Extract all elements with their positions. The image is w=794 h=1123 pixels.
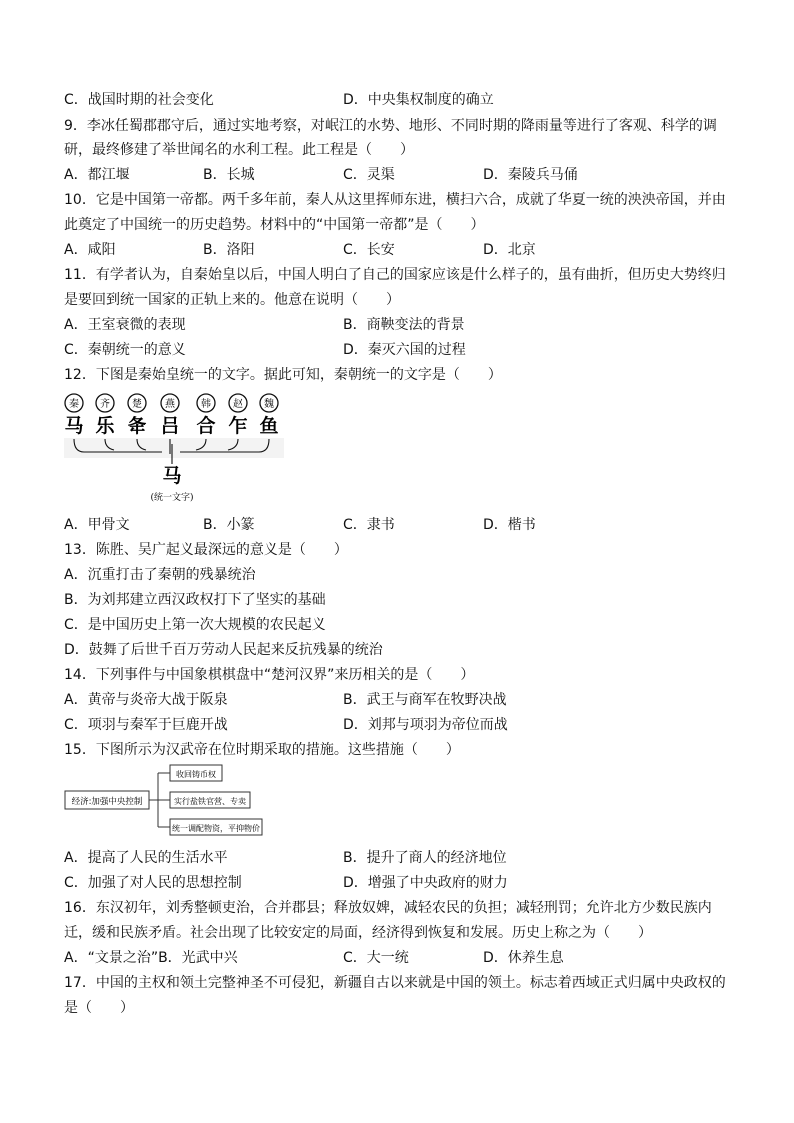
q13-option-d: D．鼓舞了后世千百万劳动人民起来反抗残暴的统治 [64, 642, 383, 658]
q14-option-c: C．项羽与秦军于巨鹿开战 [64, 717, 228, 733]
q12-option-c: C．隶书 [343, 517, 395, 533]
q16-stem-line2: 迁，缓和民族矛盾。社会出现了比较安定的局面，经济得到恢复和发展。历史上称之为（ ） [64, 925, 652, 941]
q16-stem-line1: 16．东汉初年，刘秀整顿吏治，合并郡县；释放奴婢，减轻农民的负担；减轻刑罚；允许北方少数民族内 [64, 900, 712, 916]
state-name: 楚 [132, 399, 142, 410]
q9-option-d: D．秦陵兵马俑 [483, 167, 578, 183]
q13-option-b: B．为刘邦建立西汉政权打下了坚实的基础 [64, 592, 326, 608]
state-seal [260, 394, 278, 412]
q14-option-d: D．刘邦与项羽为帝位而战 [343, 717, 508, 733]
q14-option-a: A．黄帝与炎帝大战于阪泉 [64, 692, 228, 708]
diagram-item-label: 统一调配物资，平抑物价 [172, 824, 260, 833]
unified-script-label: (统一文字) [150, 493, 194, 503]
regional-script-char: 乐 [95, 415, 115, 437]
q10-option-c: C．长安 [343, 242, 395, 258]
q16-option-ab: A．“文景之治”B．光武中兴 [64, 950, 238, 966]
q10-stem-line1: 10．它是中国第一帝都。两千多年前，秦人从这里挥师东进，横扫六合，成就了华夏一统的泱泱帝国，并由 [64, 192, 726, 208]
q17-stem-line2: 是（ ） [64, 1000, 134, 1016]
q9-option-c: C．灵渠 [343, 167, 395, 183]
q12-option-a: A．甲骨文 [64, 517, 130, 533]
state-name: 齐 [100, 399, 110, 410]
q10-option-d: D．北京 [483, 242, 536, 258]
state-name: 秦 [69, 399, 79, 410]
state-seal [229, 394, 247, 412]
diagram-item-label: 实行盐铁官营、专卖 [174, 797, 246, 806]
state-name: 韩 [201, 399, 211, 410]
state-seal [197, 394, 215, 412]
state-name: 魏 [264, 399, 274, 410]
q11-option-d: D．秦灭六国的过程 [343, 342, 466, 358]
state-name: 赵 [233, 399, 243, 410]
q15-stem: 15．下图所示为汉武帝在位时期采取的措施。这些措施（ ） [64, 742, 460, 758]
state-seal [96, 394, 114, 412]
q14-option-b: B．武王与商军在牧野决战 [343, 692, 507, 708]
state-seal [128, 394, 146, 412]
q17-stem-line1: 17．中国的主权和领土完整神圣不可侵犯，新疆自古以来就是中国的领土。标志着西域正式归属中央政权的 [64, 975, 726, 991]
q8-option-c: C．战国时期的社会变化 [64, 92, 214, 108]
regional-script-char: 吕 [160, 415, 180, 437]
q11-stem-line2: 是要回到统一国家的正轨上来的。他意在说明（ ） [64, 292, 400, 308]
q15-option-d: D．增强了中央政府的财力 [343, 875, 508, 891]
q14-stem: 14．下列事件与中国象棋棋盘中“楚河汉界”来历相关的是（ ） [64, 667, 475, 683]
regional-script-char: 合 [196, 415, 216, 437]
q16-option-d: D．休养生息 [483, 950, 564, 966]
diagram-item-node [170, 792, 250, 808]
q9-stem-line2: 研，最终修建了举世闻名的水利工程。此工程是（ ） [64, 142, 414, 158]
diagram-item-node [170, 765, 222, 781]
q15-option-c: C．加强了对人民的思想控制 [64, 875, 242, 891]
scan-smudge [64, 438, 284, 458]
diagram-root-node [65, 791, 149, 809]
q9-option-b: B．长城 [203, 167, 255, 183]
q11-option-a: A．王室衰微的表现 [64, 317, 186, 333]
regional-script-char: 乍 [228, 415, 248, 437]
q12-option-d: D．楷书 [483, 517, 536, 533]
regional-script-char: 鱼 [259, 415, 279, 437]
q15-option-b: B．提升了商人的经济地位 [343, 850, 507, 866]
q12-option-b: B．小篆 [203, 517, 255, 533]
q12-stem: 12．下图是秦始皇统一的文字。据此可知，秦朝统一的文字是（ ） [64, 367, 502, 383]
q15-option-a: A．提高了人民的生活水平 [64, 850, 228, 866]
diagram-item-label: 收回铸币权 [176, 770, 216, 779]
diagram-item-node [170, 819, 262, 835]
q16-option-c: C．大一统 [343, 950, 409, 966]
q10-stem-line2: 此奠定了中国统一的历史趋势。材料中的“中国第一帝都”是（ ） [64, 217, 485, 233]
state-seal [161, 394, 179, 412]
q13-option-a: A．沉重打击了秦朝的残暴统治 [64, 567, 256, 583]
q11-option-b: B．商鞅变法的背景 [343, 317, 465, 333]
q9-stem-line1: 9．李冰任蜀郡郡守后，通过实地考察，对岷江的水势、地形、不同时期的降雨量等进行了客观、科学的调 [64, 118, 717, 134]
q11-stem-line1: 11．有学者认为，自秦始皇以后，中国人明白了自己的国家应该是什么样子的，虽有曲折，但历史大势终归 [64, 267, 726, 283]
q10-option-b: B．洛阳 [203, 242, 255, 258]
q11-option-c: C．秦朝统一的意义 [64, 342, 186, 358]
diagram-root-label: 经济:加强中央控制 [71, 797, 143, 807]
q13-stem: 13．陈胜、吴广起义最深远的意义是（ ） [64, 542, 348, 558]
economic-measures-diagram [64, 764, 264, 836]
q10-option-a: A．咸阳 [64, 242, 116, 258]
state-seal [65, 394, 83, 412]
regional-script-char: 夅 [127, 415, 147, 437]
state-name: 燕 [165, 399, 175, 410]
diagram-connectors [149, 773, 170, 827]
q13-option-c: C．是中国历史上第一次大规模的农民起义 [64, 617, 326, 633]
unified-script-figure [58, 392, 298, 510]
q8-option-d: D．中央集权制度的确立 [343, 92, 494, 108]
unified-script-char: 马 [162, 465, 182, 487]
regional-script-char: 马 [64, 415, 84, 437]
q9-option-a: A．都江堰 [64, 167, 130, 183]
